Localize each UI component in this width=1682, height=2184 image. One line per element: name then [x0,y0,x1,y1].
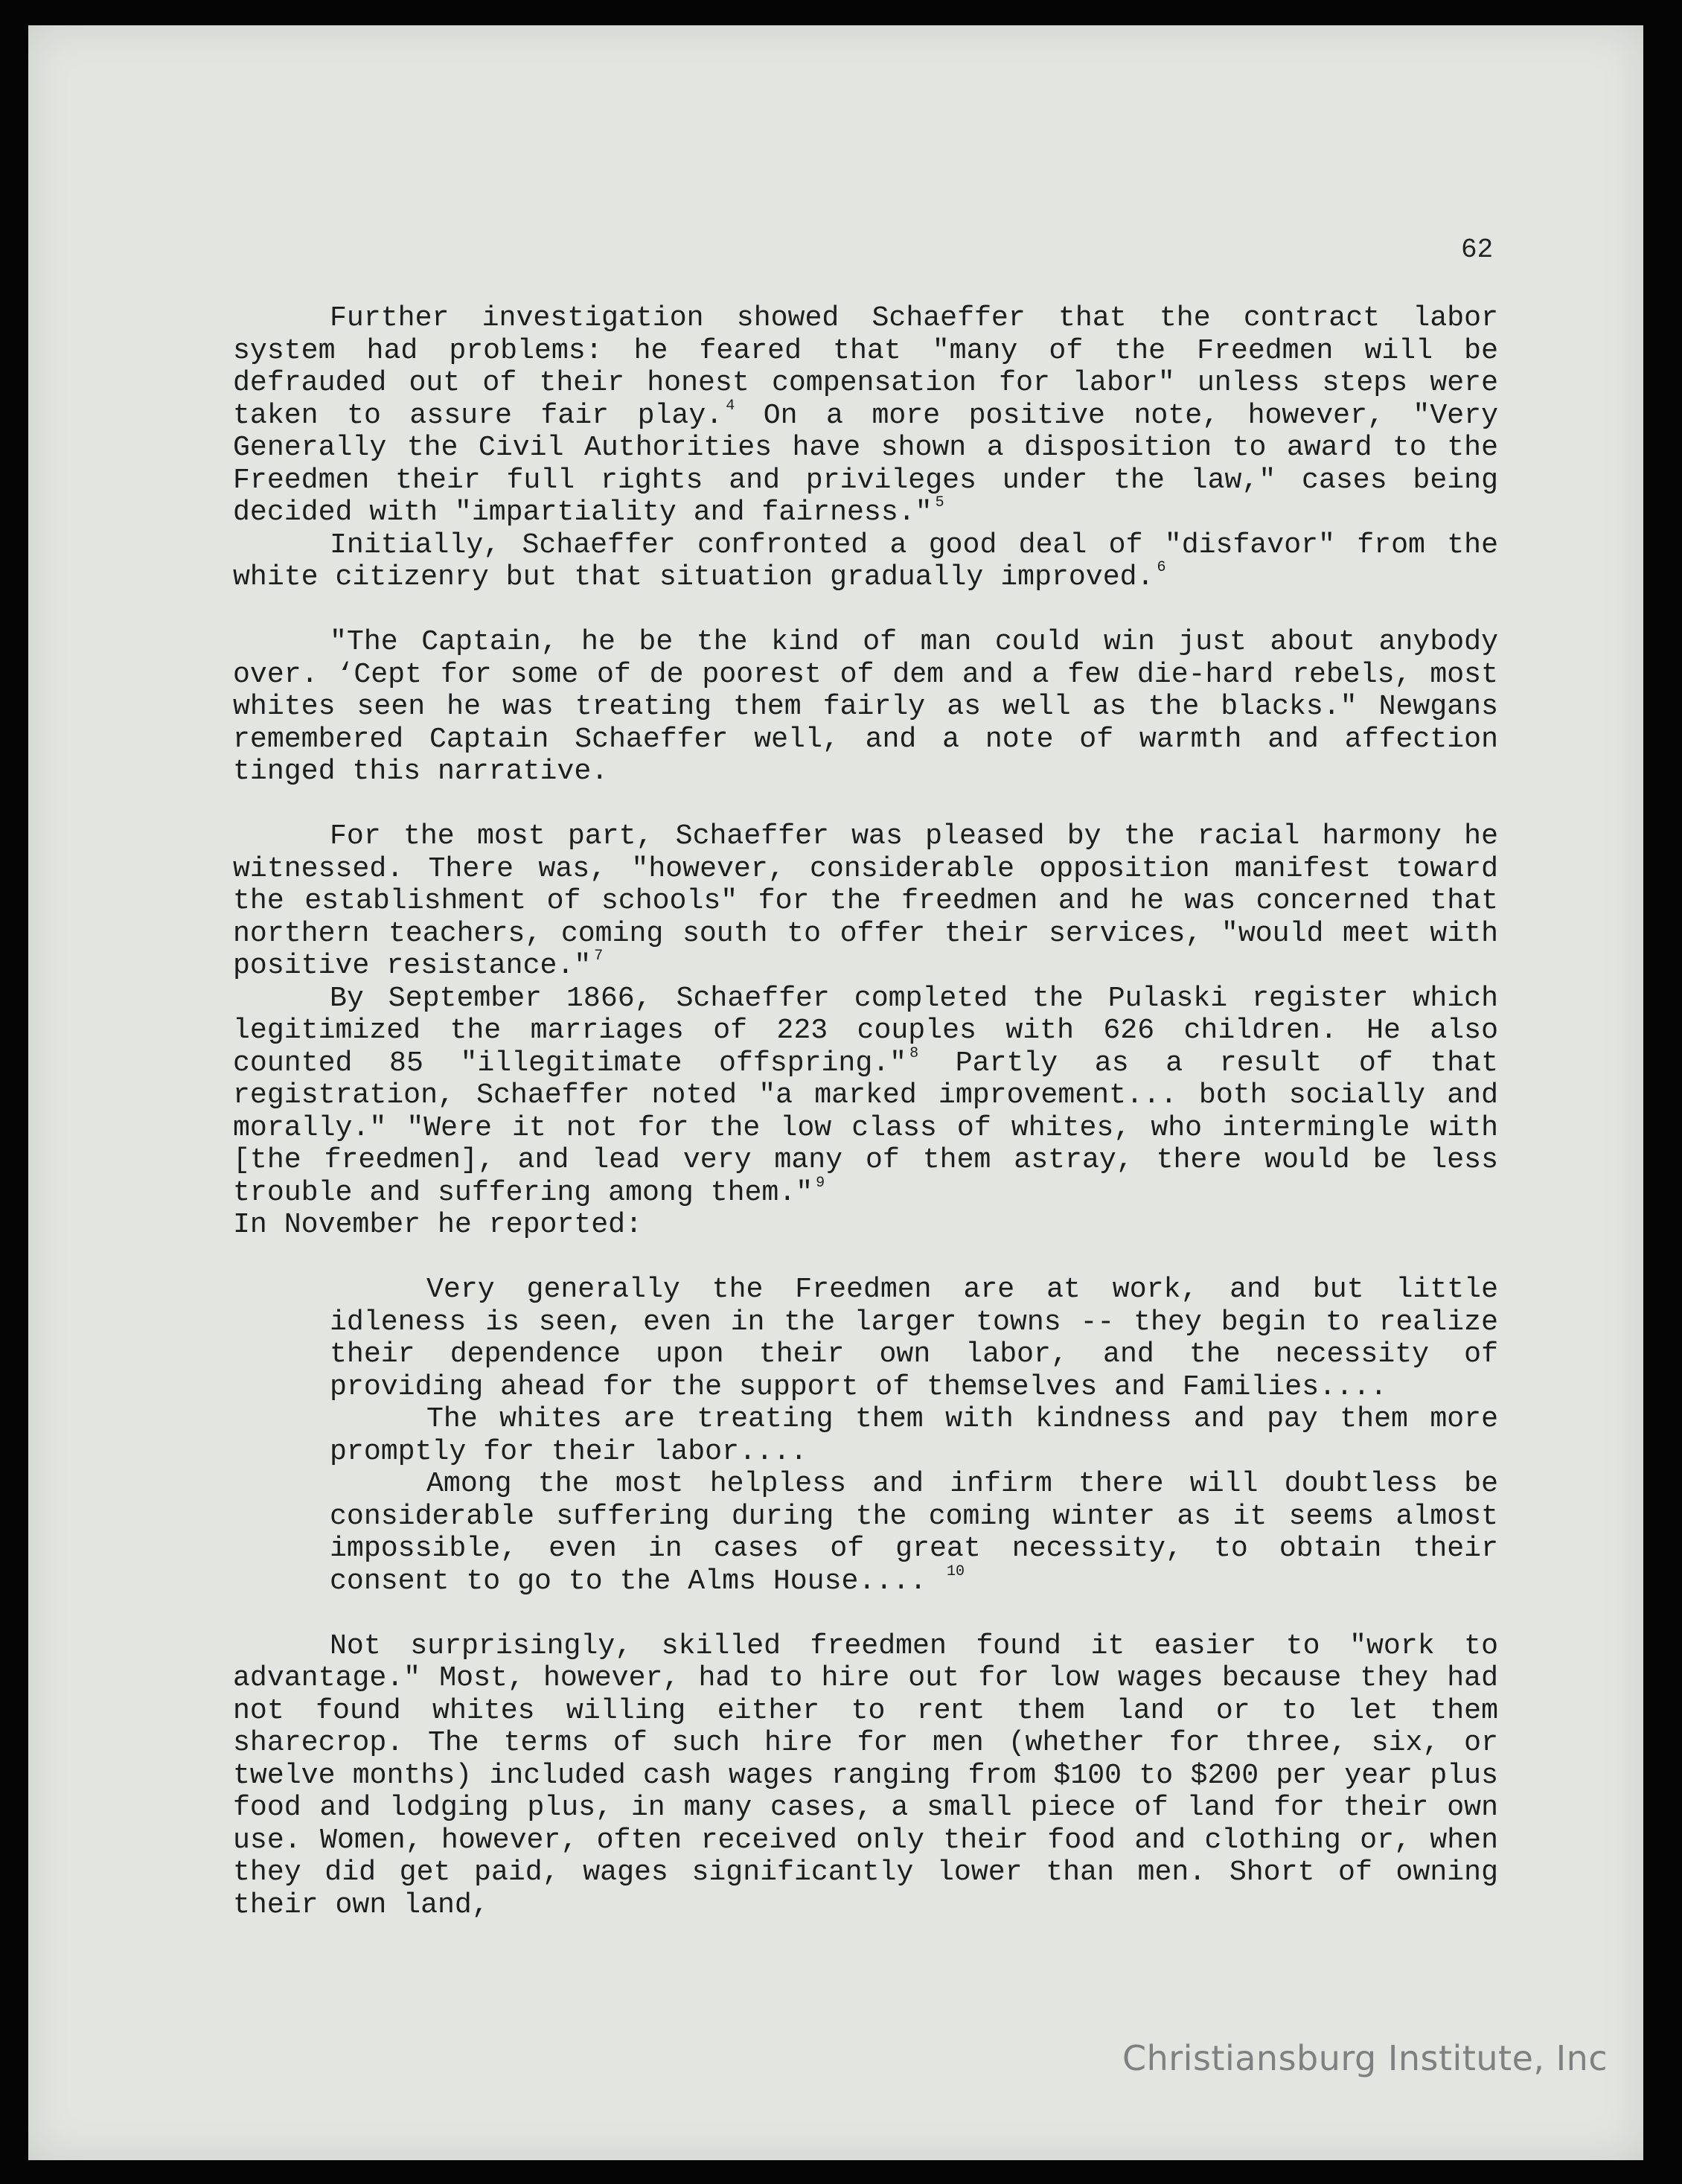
paragraph-5 [233,983,1498,1242]
watermark: Christiansburg Institute, Inc [1122,2038,1608,2078]
paragraph-1-text: Further investigation showed Schaeffer that the contract labor system had problems: he feared that "many of the Freedmen will be defrauded out of their honest compensation for labor" unless steps were taken to assure fair play. [233,302,1498,432]
quote-paragraph-1 [330,1274,1498,1403]
quote-paragraph-2-text: The whites are treating them with kindness and pay them more promptly for their labor.... [330,1403,1498,1468]
quote-paragraph-2 [330,1403,1498,1468]
paragraph-3-text: "The Captain, he be the kind of man could win just about anybody over. ‘Cept for some of de poorest of dem and a few die-hard rebels, most whites seen he was treating them fairly as well as the blacks." Newgans remembered Captain Schaeffer well, and a note of warmth and affection tinged this narrative. [233,626,1498,788]
body-text [233,302,1498,1921]
paragraph-4-text: For the most part, Schaeffer was pleased by the racial harmony he witnessed. There was, "however, considerable opposition manifest toward the establishment of schools" for the freedmen and he was concerned that northern teachers, coming south to offer their services, "would meet with positive resistance." [233,820,1498,982]
quote-paragraph-3 [330,1468,1498,1597]
block-quote [330,1274,1498,1597]
footnote-5: 5 [935,494,944,512]
paragraph-2 [233,529,1498,594]
paragraph-3 [233,626,1498,788]
quote-paragraph-3-text: Among the most helpless and infirm there will doubtless be considerable suffering during the coming winter as it seems almost impossible, even in cases of great necessity, to obtain their consent to go to the Alms House.... [330,1468,1498,1597]
footnote-6: 6 [1157,559,1166,577]
document-page [28,25,1643,2160]
paragraph-1-text-cont: On a more positive note, however, "Very Generally the Civil Authorities have shown a disposition to award to the Freedmen their full rights and privileges under the law," cases being decided with "impartiality and fairness." [233,399,1498,529]
footnote-9: 9 [816,1174,825,1192]
page-number: 62 [1461,234,1494,265]
footnote-10: 10 [946,1562,965,1580]
paragraph-4 [233,820,1498,983]
footnote-8: 8 [909,1044,919,1062]
paragraph-6-text: Not surprisingly, skilled freedmen found it easier to "work to advantage." Most, however, had to hire out for low wages because they had not found whites willing either to rent them land or to let them sharecrop. The terms of such hire for men (whether for three, six, or twelve months) included cash wages ranging from $100 to $200 per year plus food and lodging plus, in many cases, a small piece of land for their own use. Women, however, often received only their food and clothing or, when they did get paid, wages significantly lower than men. Short of owning their own land, [233,1629,1498,1921]
paragraph-5-text-end: In November he reported: [233,1209,642,1241]
footnote-4: 4 [726,397,735,415]
paragraph-2-text: Initially, Schaeffer confronted a good deal of "disfavor" from the white citizenry but that situation gradually improved. [233,529,1498,593]
paragraph-6 [233,1630,1498,1922]
footnote-7: 7 [594,948,604,965]
paragraph-1 [233,302,1498,529]
paragraph-5-text: By September 1866, Schaeffer completed the Pulaski register which legitimized the marriages of 223 couples with 626 children. He also counted 85 "illegitimate offspring." [233,982,1498,1079]
quote-paragraph-1-text: Very generally the Freedmen are at work, and but little idleness is seen, even in the larger towns -- they begin to realize their dependence upon their own labor, and the necessity of providing ahead for the support of themselves and Families.... [330,1274,1498,1403]
paragraph-5-text-cont: Partly as a result of that registration, Schaeffer noted "a marked improvement... both socially and morally." "Were it not for the low class of whites, who intermingle with [the freedmen], and lead very many of them astray, there would be less trouble and suffering among them." [233,1047,1498,1209]
